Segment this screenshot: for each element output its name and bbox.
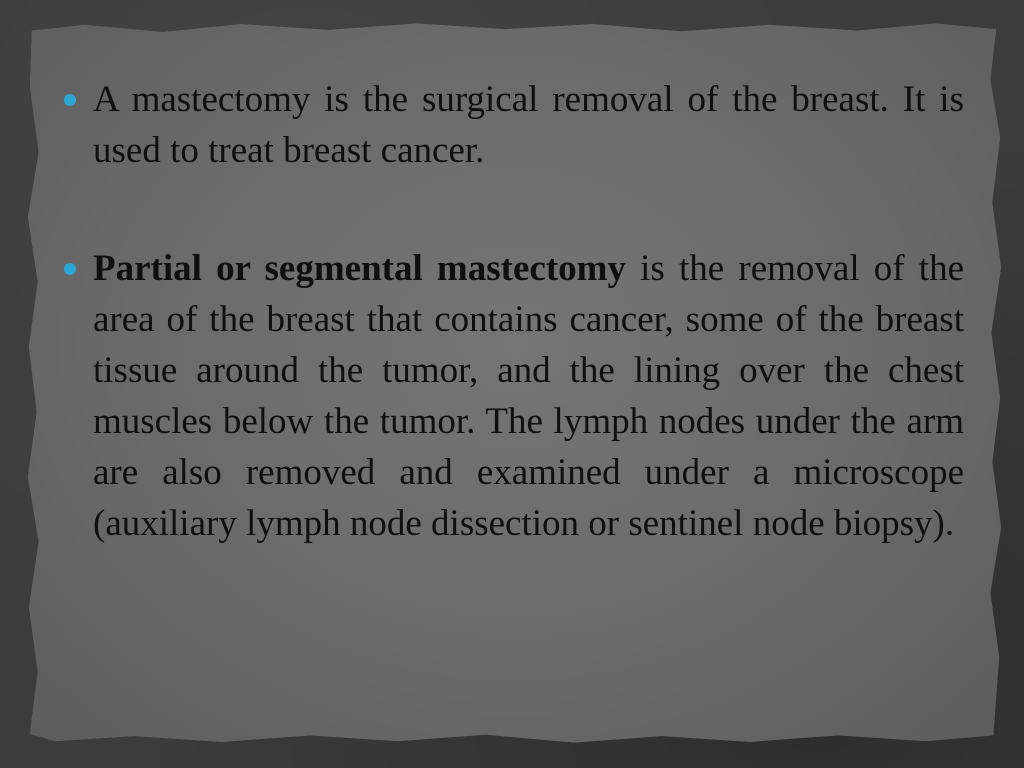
- bullet-item-1: [62, 74, 964, 176]
- bullet-bold-term: Partial or segmental mastectomy: [93, 248, 626, 289]
- bullet-item-2: [62, 243, 964, 549]
- bullet-dot-icon: [64, 94, 76, 106]
- slide-content: [62, 74, 964, 549]
- bullet-text: A mastectomy is the surgical removal of the breast. It is used to treat breast cancer.: [93, 79, 964, 171]
- bullet-dot-icon: [64, 263, 76, 275]
- bullet-text: is the removal of the area of the breast that contains cancer, some of the breast tissue around the tumor, and the lining over the chest muscles below the tumor. The lymph nodes under the arm are also removed and examined under a microscope (auxiliary lymph node dissection or sentinel node biopsy).: [93, 248, 964, 544]
